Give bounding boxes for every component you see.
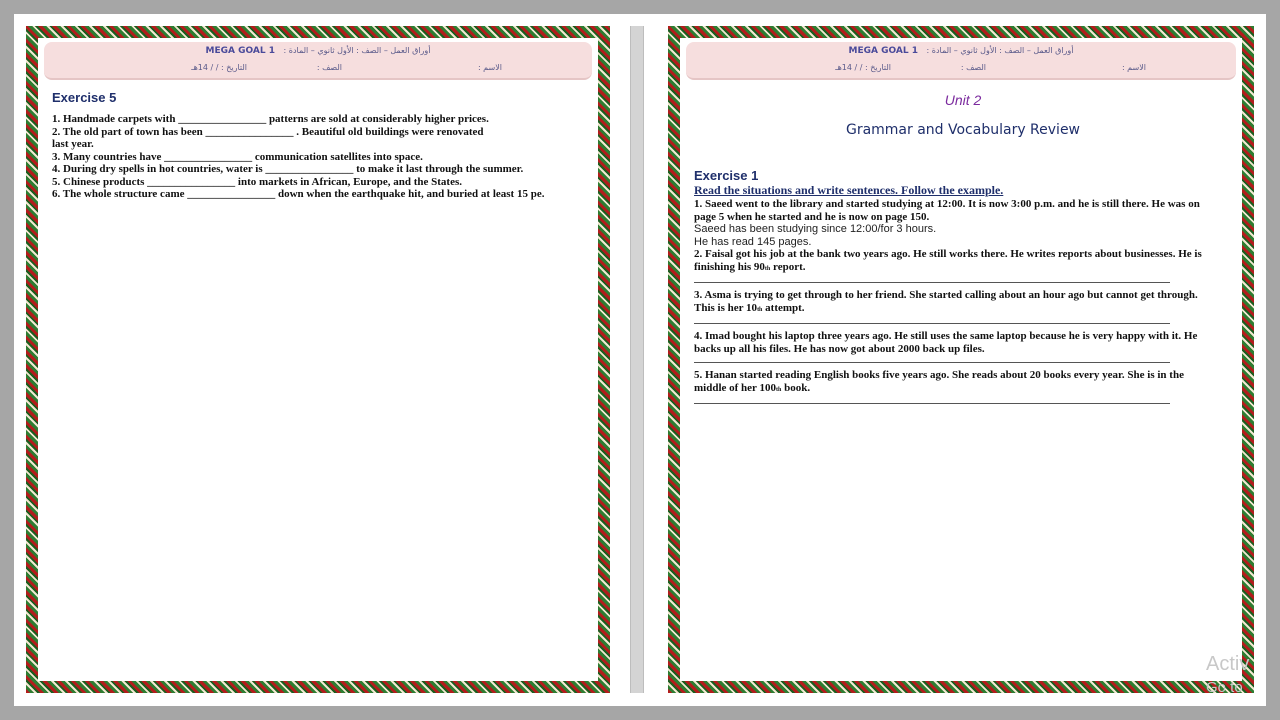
arabic-title: أوراق العمل – الصف : الأول ثانوي – المادة : [283,46,431,55]
item-2-line: 2. Faisal got his job at the bank two years ago. He still works there. He writes reports about businesses. He is [694,248,1202,260]
mega-goal-label: MEGA GOAL 1 [205,46,275,56]
review-title: Grammar and Vocabulary Review [845,122,1081,138]
ordinal-suffix: th [764,265,771,272]
header-fields-line [44,63,592,75]
item-text: finishing his 90 [694,260,765,273]
answer-line[interactable] [694,316,1170,324]
left-page [26,26,610,693]
item-text: middle of her 100 [694,381,776,394]
item-5-line: 5. Hanan started reading English books five years ago. She reads about 20 books every year. She is in the [694,369,1184,381]
item-4-line: backs up all his files. He has now got about 2000 back up files. [694,342,985,355]
item-text: This is her 10 [694,301,758,314]
item-text: book. [781,381,811,394]
exercise-line: 6. The whole structure came ________________ down when the earthquake hit, and buried at least 15 pe. [52,188,545,200]
item-5-line [694,382,1232,397]
page-gutter [630,26,644,693]
name-label: الاسم : [477,63,502,72]
example-answer: Saeed has been studying since 12:00/for 3 hours. [694,223,937,235]
right-page-header [686,42,1236,80]
mega-goal-label: MEGA GOAL 1 [848,46,918,56]
watermark-line: Activ [1206,653,1250,675]
item-3-line [694,302,1232,317]
answer-line[interactable] [694,355,1170,363]
exercise-line: 4. During dry spells in hot countries, water is ________________ to make it last through the summer. [52,163,524,175]
class-label: الصف : [960,63,986,72]
answer-line[interactable] [694,275,1170,283]
exercise-line: last year. [52,138,94,150]
header-fields-line [686,63,1236,75]
date-label: التاريخ : / / 14هـ [191,63,247,72]
item-text: report. [770,260,806,273]
left-page-content [38,90,598,201]
left-page-header [44,42,592,80]
exercise-line: 2. The old part of town has been ________________ . Beautiful old buildings were renovated [52,125,484,138]
date-label: التاريخ : / / 14هـ [835,63,891,72]
answer-line[interactable] [694,396,1170,404]
item-1-line: 1. Saeed went to the library and started studying at 12:00. It is now 3:00 p.m. and he is still there. He was on [694,198,1200,210]
item-text: attempt. [762,301,805,314]
exercise-line: 5. Chinese products ________________ into markets in African, Europe, and the States. [52,175,462,188]
header-title-line [44,46,592,56]
item-2-line [694,261,1232,276]
exercise-line: 3. Many countries have ________________ communication satellites into space. [52,150,423,163]
right-page-content [680,92,1242,404]
arabic-title: أوراق العمل – الصف : الأول ثانوي – المادة : [926,46,1074,55]
name-label: الاسم : [1121,63,1146,72]
exercise-instruction: Read the situations and write sentences. Follow the example. [694,183,1004,197]
header-title-line [686,46,1236,56]
item-3-line: 3. Asma is trying to get through to her friend. She started calling about an hour ago but cannot get through. [694,289,1198,301]
unit-title: Unit 2 [944,92,982,108]
item-1-line: page 5 when he started and he is now on page 150. [694,210,930,223]
item-4-line: 4. Imad bought his laptop three years ago. He still uses the same laptop because he is very happy with it. He [694,330,1198,342]
watermark-line: Go to [1206,679,1243,696]
exercise-line: 1. Handmade carpets with ________________ patterns are sold at considerably higher prices. [52,113,489,125]
ordinal-suffix: th [757,306,763,313]
right-page [668,26,1254,693]
exercise-title: Exercise 1 [694,168,759,183]
class-label: الصف : [316,63,342,72]
ordinal-suffix: th [776,386,782,393]
example-answer: He has read 145 pages. [694,235,812,248]
activation-watermark [1206,652,1266,700]
exercise-title: Exercise 5 [52,90,117,105]
